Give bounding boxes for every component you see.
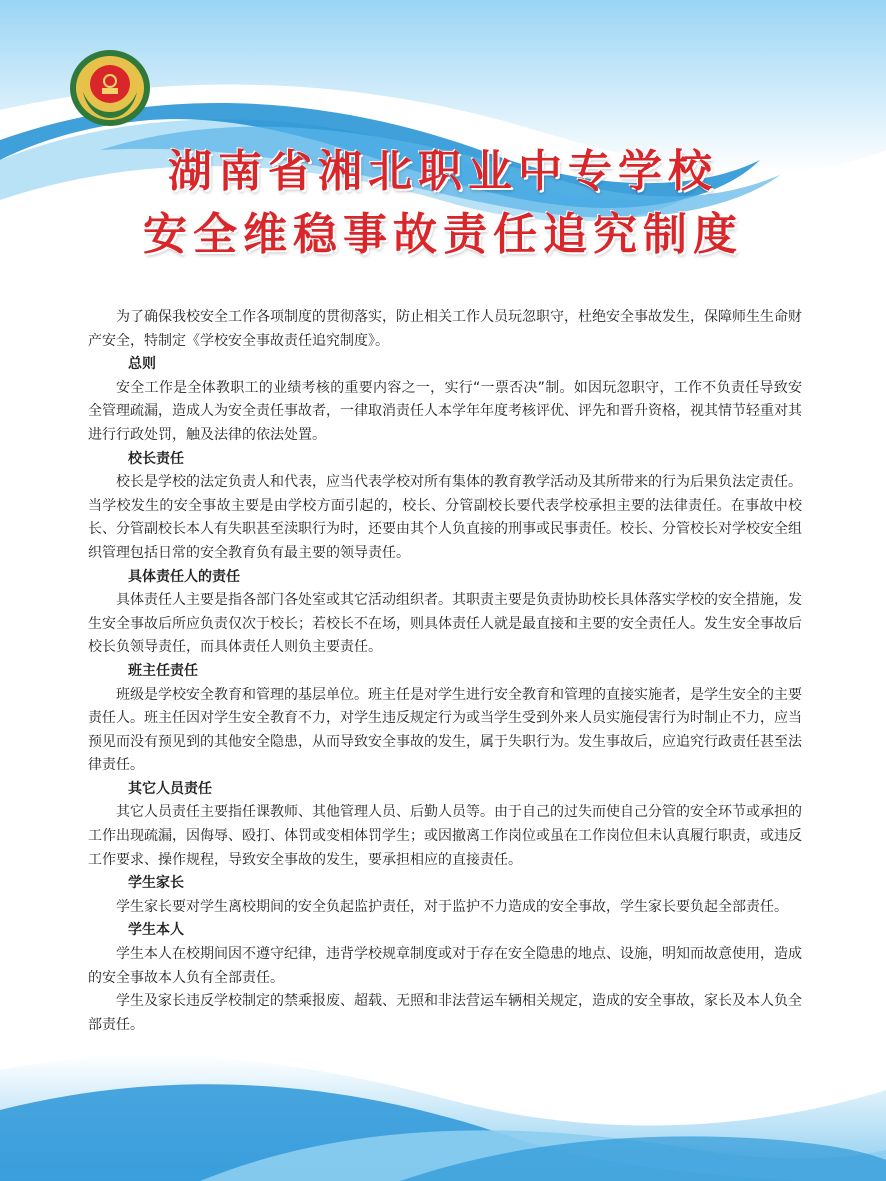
regulation-body bbox=[88, 306, 802, 1037]
section-heading: 其它人员责任 bbox=[128, 780, 212, 797]
section-heading: 校长责任 bbox=[128, 450, 184, 467]
section-paragraph: 其它人员责任主要指任课教师、其他管理人员、后勤人员等。由于自己的过失而使自己分管的安全环节或承担的工作出现疏漏，因侮辱、殴打、体罚或变相体罚学生；或因撤离工作岗位或虽在工作岗位但未认真履行职责，或违反工作要求、操作规程，导致安全事故的发生，要承担相应的直接责任。 bbox=[88, 804, 802, 868]
section-heading: 班主任责任 bbox=[128, 662, 198, 679]
section-heading: 总则 bbox=[128, 356, 156, 373]
title-line-2: 安全维稳事故责任追究制度 bbox=[143, 209, 743, 260]
national-emblem-icon bbox=[69, 48, 151, 128]
section-paragraph: 具体责任人主要是指各部门各处室或其它活动组织者。其职责主要是负责协助校长具体落实学校的安全措施，发生安全事故后所应负责仅次于校长；若校长不在场，则具体责任人就是最直接和主要的安全责任人。发生安全事故后校长负领导责任，而具体责任人则负主要责任。 bbox=[88, 592, 802, 656]
intro-paragraph: 为了确保我校安全工作各项制度的贯彻落实，防止相关工作人员玩忽职守，杜绝安全事故发生，保障师生生命财产安全，特制定《学校安全事故责任追究制度》。 bbox=[88, 309, 802, 349]
section-heading: 学生本人 bbox=[128, 922, 184, 939]
title-line-1: 湖南省湘北职业中专学校 bbox=[168, 146, 718, 197]
section-heading: 学生家长 bbox=[128, 875, 184, 892]
section-paragraph: 学生及家长违反学校制定的禁乘报废、超载、无照和非法营运车辆相关规定，造成的安全事故，家长及本人负全部责任。 bbox=[88, 993, 802, 1033]
section-paragraph: 学生家长要对学生离校期间的安全负起监护责任，对于监护不力造成的安全事故，学生家长要负起全部责任。 bbox=[116, 898, 788, 915]
section-paragraph: 学生本人在校期间因不遵守纪律，违背学校规章制度或对于存在安全隐患的地点、设施，明知而故意使用，造成的安全事故本人负有全部责任。 bbox=[88, 946, 802, 986]
section-paragraph: 安全工作是全体教职工的业绩考核的重要内容之一，实行“一票否决”制。如因玩忽职守，工作不负责任导致安全管理疏漏，造成人为安全责任事故者，一律取消责任人本学年年度考核评优、评先和晋升资格，视其情节轻重对其进行行政处罚，触及法律的依法处置。 bbox=[88, 379, 802, 443]
section-paragraph: 班级是学校安全教育和管理的基层单位。班主任是对学生进行安全教育和管理的直接实施者，是学生安全的主要责任人。班主任因对学生安全教育不力，对学生违反规定行为或当学生受到外来人员实施侵害行为时制止不力，应当预见而没有预见到的其他安全隐患，从而导致安全事故的发生，属于失职行为。发生事故后，应追究行政责任甚至法律责任。 bbox=[88, 686, 802, 774]
section-heading: 具体责任人的责任 bbox=[128, 568, 240, 585]
section-paragraph: 校长是学校的法定负责人和代表，应当代表学校对所有集体的教育教学活动及其所带来的行为后果负法定责任。当学校发生的安全事故主要是由学校方面引起的，校长、分管副校长要代表学校承担主要的法律责任。在事故中校长、分管副校长本人有失职甚至渎职行为时，还要由其个人负直接的刑事或民事责任。校长、分管校长对学校安全组织管理包括日常的安全教育负有最主要的领导责任。 bbox=[88, 474, 802, 561]
